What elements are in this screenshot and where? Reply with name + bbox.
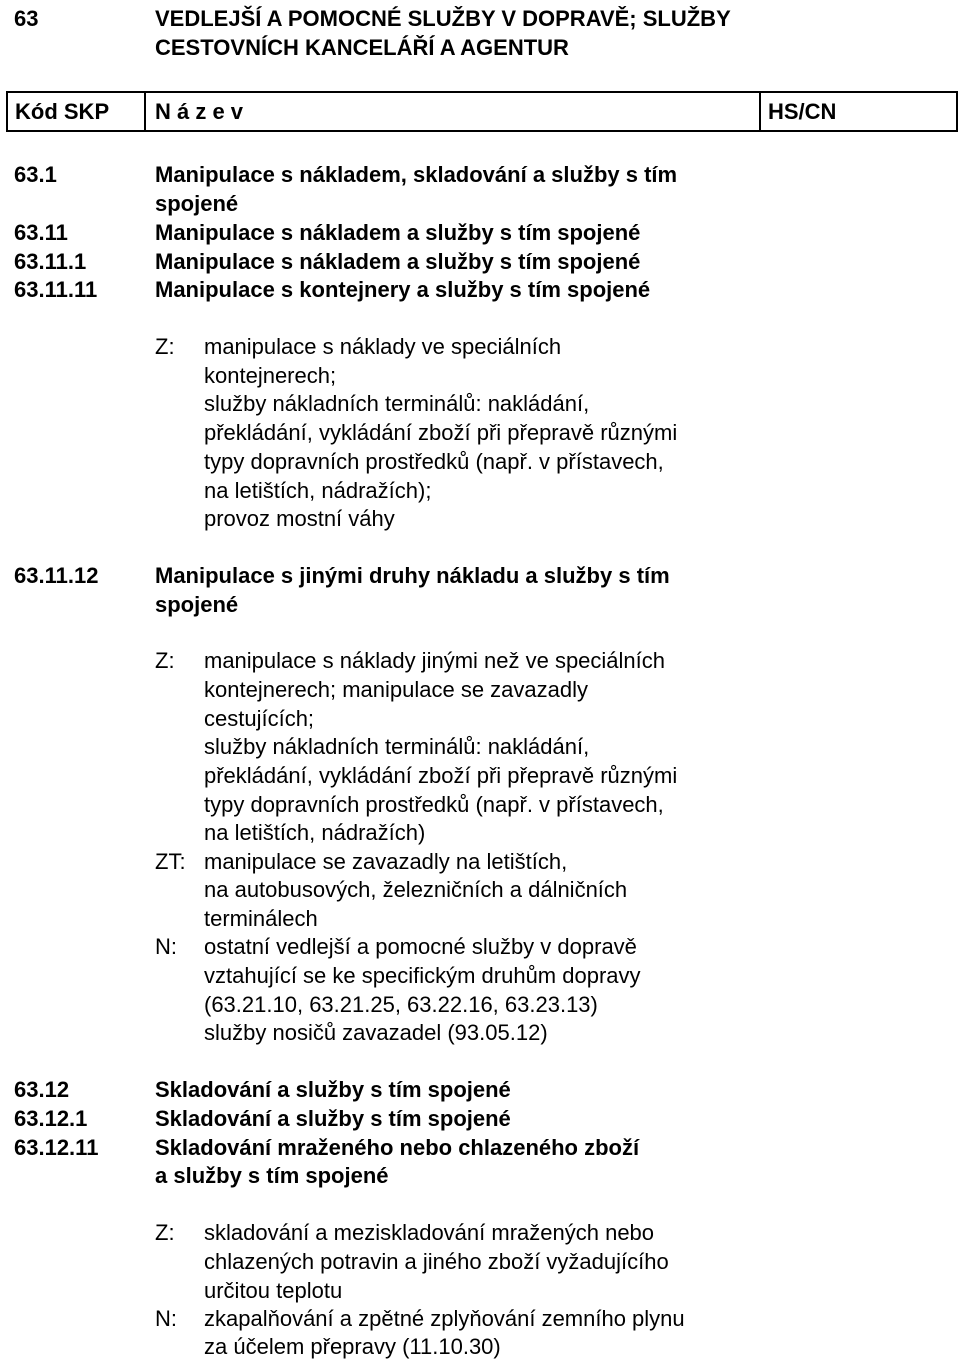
entry-code: 63.12 [14,1077,70,1102]
column-divider [144,93,146,130]
note-line: provoz mostní váhy [204,506,395,531]
note-line: skladování a meziskladování mražených nebo [204,1220,655,1245]
note-line: manipulace s náklady jinými než ve speciálních [204,648,666,673]
note-line: za účelem přepravy (11.10.30) [204,1334,501,1359]
column-header-hs: HS/CN [768,99,837,124]
entry-name: Skladování mraženého nebo chlazeného zboží [155,1135,640,1160]
note-line: služby nákladních terminálů: nakládání, [204,734,590,759]
note-line: manipulace s náklady ve speciálních [204,334,562,359]
note-line: kontejnerech; manipulace se zavazadly [204,677,589,702]
note-line: (63.21.10, 63.21.25, 63.22.16, 63.23.13) [204,992,598,1017]
note-line: kontejnerech; [204,363,337,388]
column-divider [759,93,761,130]
entry-name: spojené [155,592,239,617]
note-tag-includes-also: ZT: [155,849,186,874]
note-line: terminálech [204,906,318,931]
entry-name: Manipulace s kontejnery a služby s tím spojené [155,277,651,302]
entry-name: Manipulace s nákladem a služby s tím spojené [155,249,641,274]
entry-name: Skladování a služby s tím spojené [155,1077,511,1102]
note-line: na letištích, nádražích) [204,820,426,845]
entry-code: 63.11.1 [14,249,87,274]
entry-code: 63.12.11 [14,1135,99,1160]
note-line: určitou teplotu [204,1278,343,1303]
note-line: vztahující se ke specifickým druhům dopravy [204,963,641,988]
entry-name: Manipulace s jinými druhy nákladu a služby s tím [155,563,670,588]
entry-code: 63.1 [14,162,57,187]
note-line: ostatní vedlejší a pomocné služby v dopravě [204,934,637,959]
note-line: manipulace se zavazadly na letištích, [204,849,568,874]
note-line: typy dopravních prostředků (např. v přístavech, [204,792,664,817]
column-header-name: N á z e v [155,99,244,124]
entry-name: Manipulace s nákladem, skladování a služby s tím [155,162,678,187]
note-tag-excludes: N: [155,1306,177,1331]
column-header-code: Kód SKP [15,99,110,124]
entry-name: Skladování a služby s tím spojené [155,1106,511,1131]
note-tag-includes: Z: [155,1220,175,1245]
note-line: služby nosičů zavazadel (93.05.12) [204,1020,548,1045]
section-code: 63 [14,6,39,31]
note-line: překládání, vykládání zboží při přepravě různými [204,763,678,788]
entry-name: Manipulace s nákladem a služby s tím spojené [155,220,641,245]
table-header [6,91,958,132]
entry-name: a služby s tím spojené [155,1163,389,1188]
section-name: VEDLEJŠÍ A POMOCNÉ SLUŽBY V DOPRAVĚ; SLUŽBY CESTOVNÍCH KANCELÁŘÍ A AGENTUR [155,6,731,60]
entry-code: 63.11.11 [14,277,98,302]
entry-code: 63.11.12 [14,563,99,588]
note-line: na letištích, nádražích); [204,478,432,503]
note-line: služby nákladních terminálů: nakládání, [204,391,590,416]
note-tag-includes: Z: [155,334,175,359]
entry-code: 63.11 [14,220,68,245]
note-line: chlazených potravin a jiného zboží vyžadujícího [204,1249,669,1274]
note-tag-excludes: N: [155,934,177,959]
entry-name: spojené [155,191,239,216]
note-line: zkapalňování a zpětné zplyňování zemního plynu [204,1306,685,1331]
note-line: typy dopravních prostředků (např. v přístavech, [204,449,664,474]
note-line: na autobusových, železničních a dálničních [204,877,628,902]
note-line: překládání, vykládání zboží při přepravě různými [204,420,678,445]
entry-code: 63.12.1 [14,1106,88,1131]
note-tag-includes: Z: [155,648,175,673]
note-line: cestujících; [204,706,315,731]
